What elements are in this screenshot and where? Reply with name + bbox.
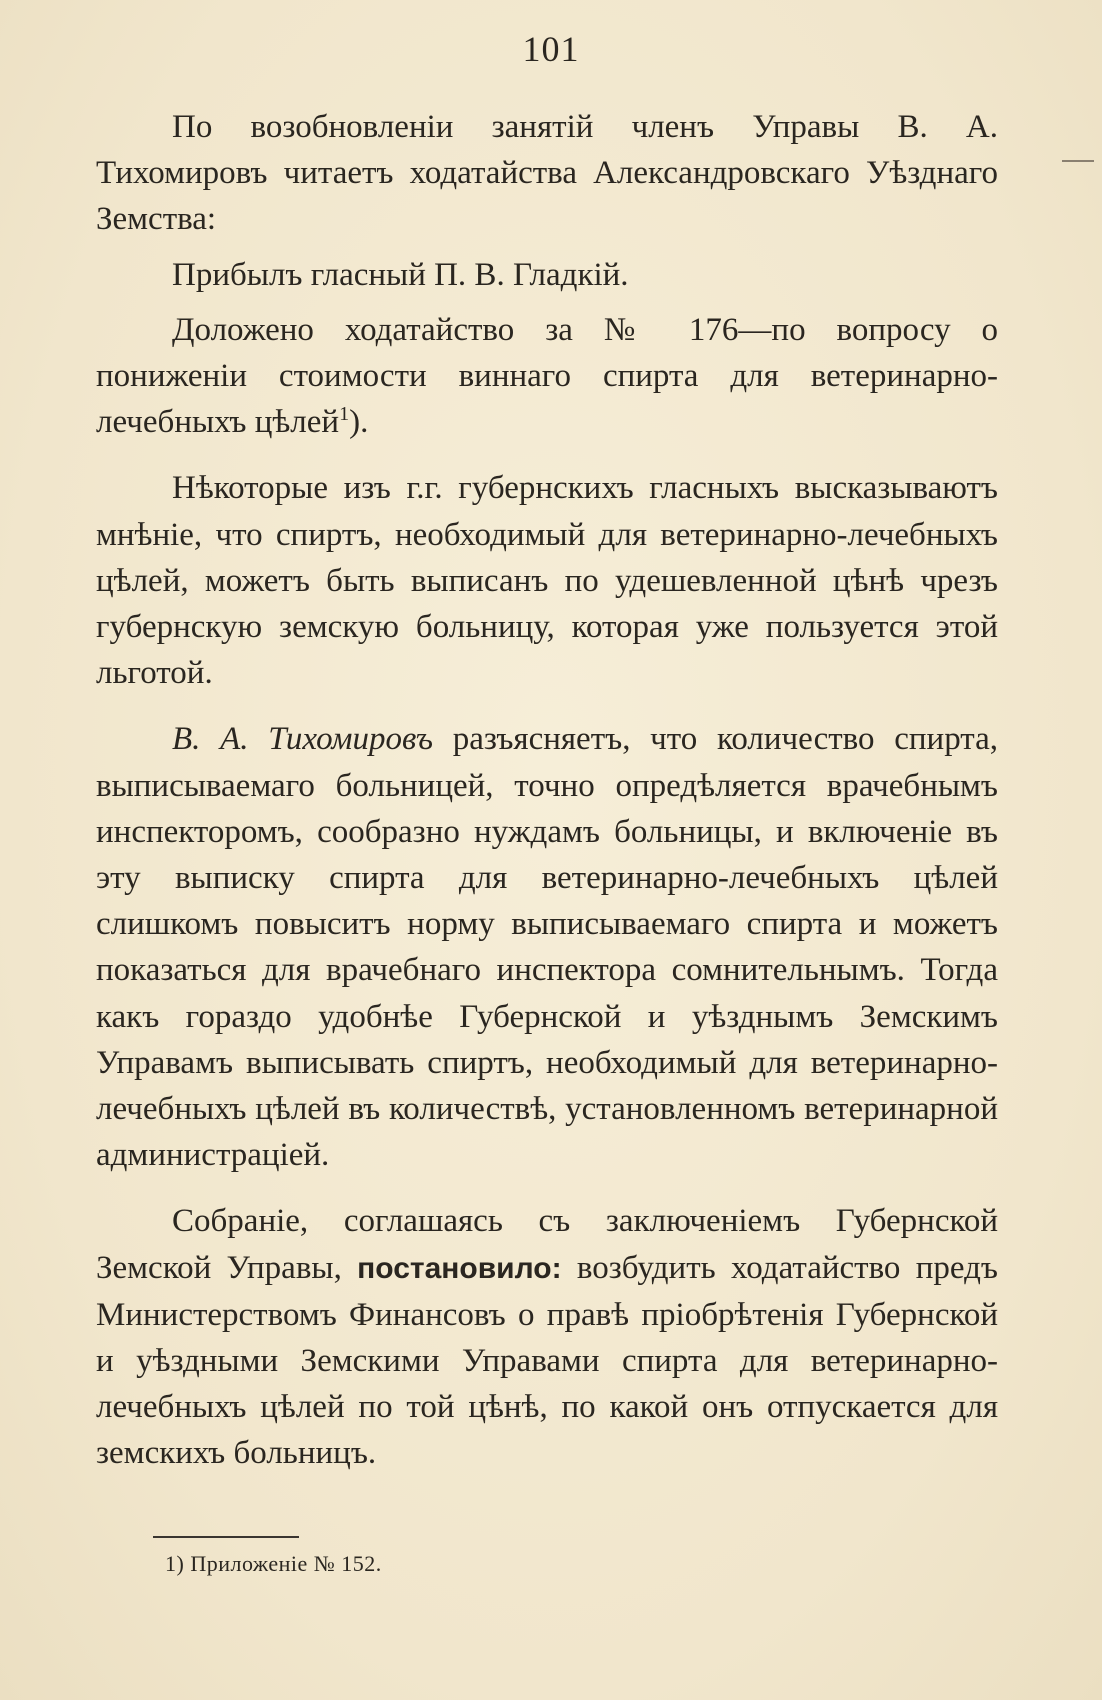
paragraph-6 xyxy=(96,1198,998,1476)
paragraph-6-text: возбудить ходатайство предъ Министерствомъ Финансовъ о правѣ пріобрѣтенія Губернской и уѣздными Земскими Управами спирта для ветеринарно-лечебныхъ цѣлей по той цѣнѣ, по какой онъ отпускается для земскихъ больницъ. xyxy=(96,1249,998,1472)
paragraph-5-text: разъясняетъ, что количество спирта, выписываемаго больницей, точно опредѣляется врачебнымъ инспекторомъ, сообразно нуждамъ больницы, и включеніе въ эту выписку спирта для ветеринарно-лечебныхъ цѣлей слишкомъ повыситъ норму выписываемаго спирта и можетъ показаться для врачебнаго инспектора сомнительнымъ. Тогда какъ гораздо удобнѣе Губернской и уѣзднымъ Земскимъ Управамъ выписывать спиртъ, необходимый для ветеринарно-лечебныхъ цѣлей въ количествѣ, установленномъ ветеринарной администраціей. xyxy=(96,721,998,1174)
paragraph-6-start: Собраніе, соглашаясь съ заключеніемъ Губернской Земской Управы, xyxy=(96,1203,998,1286)
paragraph-5 xyxy=(96,716,998,1178)
paragraph-4: Нѣкоторые изъ г.г. губернскихъ гласныхъ высказываютъ мнѣніе, что спиртъ, необходимый для ветеринарно-лечебныхъ цѣлей, можетъ быть выписанъ по удешевленной цѣнѣ чрезъ губернскую земскую больницу, которая уже пользуется этой льготой. xyxy=(96,470,998,692)
body-text xyxy=(96,104,998,1477)
page-number: 101 xyxy=(522,29,580,69)
paragraph-3-end: ). xyxy=(349,404,369,441)
paragraph-3 xyxy=(96,307,998,446)
margin-mark xyxy=(1062,160,1094,162)
paragraph-1: По возобновленіи занятій членъ Управы В. А. Тихомировъ читаетъ ходатайства Александровскаго Уѣзднаго Земства: xyxy=(96,109,998,238)
resolution-keyword: постановило: xyxy=(357,1251,562,1285)
footnote-divider xyxy=(153,1536,299,1538)
speaker-name: В. А. Тихомировъ xyxy=(172,721,433,758)
footnote: 1) Приложеніе № 152. xyxy=(165,1551,382,1576)
footnote-marker: 1 xyxy=(339,403,350,426)
paragraph-3-text: Доложено ходатайство за № 176—по вопросу о пониженіи стоимости виннаго спирта для ветеринарно-лечебныхъ цѣлей xyxy=(96,311,998,441)
paragraph-2: Прибылъ гласный П. В. Гладкій. xyxy=(172,256,629,293)
